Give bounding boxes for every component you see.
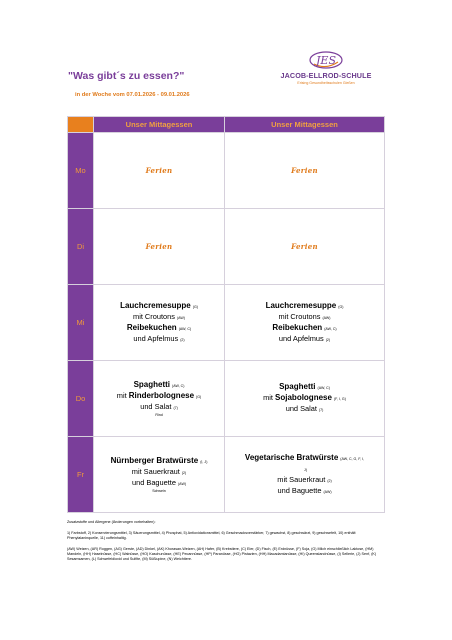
allergen-code: (AW, C, G, F, I, bbox=[340, 456, 365, 461]
meat-note: Rind bbox=[155, 412, 163, 417]
side-dish: und Salat bbox=[285, 404, 317, 413]
cell-mo-left bbox=[94, 133, 225, 209]
allergen-code: (AW, C) bbox=[324, 326, 337, 331]
allergen-code: (AW, C) bbox=[178, 326, 192, 331]
side-dish: mit Croutons bbox=[278, 311, 321, 321]
side-dish: und Salat bbox=[140, 401, 172, 411]
day-label-mo: Mo bbox=[68, 133, 94, 209]
allergen-code: (7) bbox=[173, 405, 178, 410]
dish-name: Spaghetti bbox=[133, 379, 171, 389]
dish-name: Spaghetti bbox=[279, 382, 316, 391]
cell-di-left bbox=[94, 209, 225, 285]
connector: mit bbox=[116, 390, 127, 400]
cell-fr-left bbox=[94, 437, 225, 513]
jes-monogram-icon bbox=[278, 50, 374, 70]
connector: mit bbox=[263, 393, 273, 402]
allergen-code: (AW) bbox=[323, 489, 332, 494]
dish-name: Reibekuchen bbox=[126, 322, 177, 332]
ferien-label: Ferien bbox=[145, 165, 173, 175]
allergen-code: (AW, C) bbox=[317, 386, 330, 390]
allergen-code: (2) bbox=[180, 337, 185, 342]
row-wednesday bbox=[68, 285, 385, 361]
column-header-right: Unser Mittagessen bbox=[225, 117, 385, 133]
ferien-label: Ferien bbox=[291, 241, 318, 251]
logo-monogram: JES bbox=[316, 54, 336, 67]
dish-name: Reibekuchen bbox=[272, 322, 323, 332]
page-title: "Was gibt´s zu essen?" bbox=[68, 70, 185, 82]
dish-name: Vegetarische Bratwürste bbox=[244, 452, 339, 462]
allergen-code: (G) bbox=[192, 304, 198, 309]
side-dish: und Baguette bbox=[132, 477, 176, 487]
cell-mo-right bbox=[225, 133, 385, 209]
allergen-footer bbox=[67, 520, 387, 568]
allergen-code: (AW) bbox=[322, 315, 331, 320]
cell-fr-right bbox=[225, 437, 385, 513]
side-dish: mit Sauerkraut bbox=[277, 474, 326, 484]
additives-list: 1) Farbstoff, 2) Konservierungsmittel, 3) Säuerungsmittel, 4) Phosphat, 5) Antioxidationsmittel, 6) Geschmacksverstärker, 7) gewachst, 8) geschwärzt, 9) geschwefelt, 10) enthält Phenylalaninquelle, 11) coffeinhaltig. bbox=[67, 531, 356, 540]
allergen-code: (AW) bbox=[176, 315, 185, 320]
dish-name: Nürnberger Bratwürste bbox=[110, 455, 199, 465]
menu-table bbox=[67, 116, 385, 513]
school-name: JACOB-ELLROD-SCHULE bbox=[280, 71, 372, 80]
cell-do-right bbox=[225, 361, 385, 437]
day-label-do: Do bbox=[68, 361, 94, 437]
side-dish: und Baguette bbox=[277, 485, 322, 495]
dish-name: Lauchcremesuppe bbox=[265, 300, 337, 310]
ferien-label: Ferien bbox=[291, 165, 318, 175]
dish-name: Sojabolognese bbox=[275, 393, 332, 402]
header-corner bbox=[68, 117, 94, 133]
meat-note: Schwein bbox=[152, 488, 166, 493]
ferien-label: Ferien bbox=[145, 241, 173, 251]
side-dish: und Apfelmus bbox=[278, 333, 324, 343]
allergen-code: (I, J) bbox=[200, 459, 208, 464]
allergen-code: (AW, C) bbox=[172, 383, 185, 388]
footer-heading: Zusatzstoffe und Allergene (Änderungen vorbehalten): bbox=[67, 520, 156, 524]
dish-name: Lauchcremesuppe bbox=[120, 300, 191, 310]
allergen-code: (F, I, G) bbox=[333, 397, 346, 401]
day-label-fr: Fr bbox=[68, 437, 94, 513]
cell-do-left bbox=[94, 361, 225, 437]
side-dish: und Apfelmus bbox=[133, 333, 179, 343]
row-friday bbox=[68, 437, 385, 513]
allergens-list: (AW) Weizen, (AR) Roggen, (AG) Gerste, (AD) Dinkel, (AK) Khorasan-Weizen, (AH) Hafer, (B) Krebstiere, (C) Eier, (D) Fisch, (E) Erdnüsse, (F) Soja, (G) Milch einschließlich Laktose, (HM) Mandeln, (HH) Haselnüsse, (HC) Walnüsse, (HO) Kaschunüsse, (HE) Pecannüsse, (HP) Paranüsse, (HG) Pistazien, (HH) Macadamianüsse, (HI) Queenslandnüsse, (I) Sellerie, (J) Senf, (K) Sesamsamen, (L) Schwefeldioxid und Sulfite, (M) Süßlupine, (N) Weichtiere. bbox=[67, 547, 377, 561]
school-tagline: Erising Gesundheitsschulen Gießen bbox=[297, 81, 355, 85]
row-thursday bbox=[68, 361, 385, 437]
side-dish: mit Sauerkraut bbox=[131, 466, 180, 476]
row-tuesday bbox=[68, 209, 385, 285]
allergen-code: (2) bbox=[181, 470, 187, 475]
allergen-code: (2) bbox=[325, 337, 331, 342]
allergen-code: (2) bbox=[327, 478, 332, 483]
side-dish: mit Croutons bbox=[133, 311, 175, 321]
allergen-code: J) bbox=[304, 467, 308, 472]
week-range: in der Woche vom 07.01.2026 - 09.01.2026 bbox=[75, 92, 190, 98]
day-label-mi: Mi bbox=[68, 285, 94, 361]
allergen-code: (7) bbox=[318, 408, 324, 412]
allergen-code: (AW) bbox=[177, 481, 187, 486]
menu-header-row bbox=[68, 117, 385, 133]
column-header-left: Unser Mittagessen bbox=[94, 117, 225, 133]
cell-di-right bbox=[225, 209, 385, 285]
day-label-di: Di bbox=[68, 209, 94, 285]
dish-name: Rinderbolognese bbox=[128, 390, 195, 400]
row-monday bbox=[68, 133, 385, 209]
allergen-code: (G) bbox=[196, 394, 202, 399]
cell-mi-left bbox=[94, 285, 225, 361]
allergen-code: (G) bbox=[338, 304, 344, 309]
school-logo bbox=[278, 50, 374, 90]
cell-mi-right bbox=[225, 285, 385, 361]
